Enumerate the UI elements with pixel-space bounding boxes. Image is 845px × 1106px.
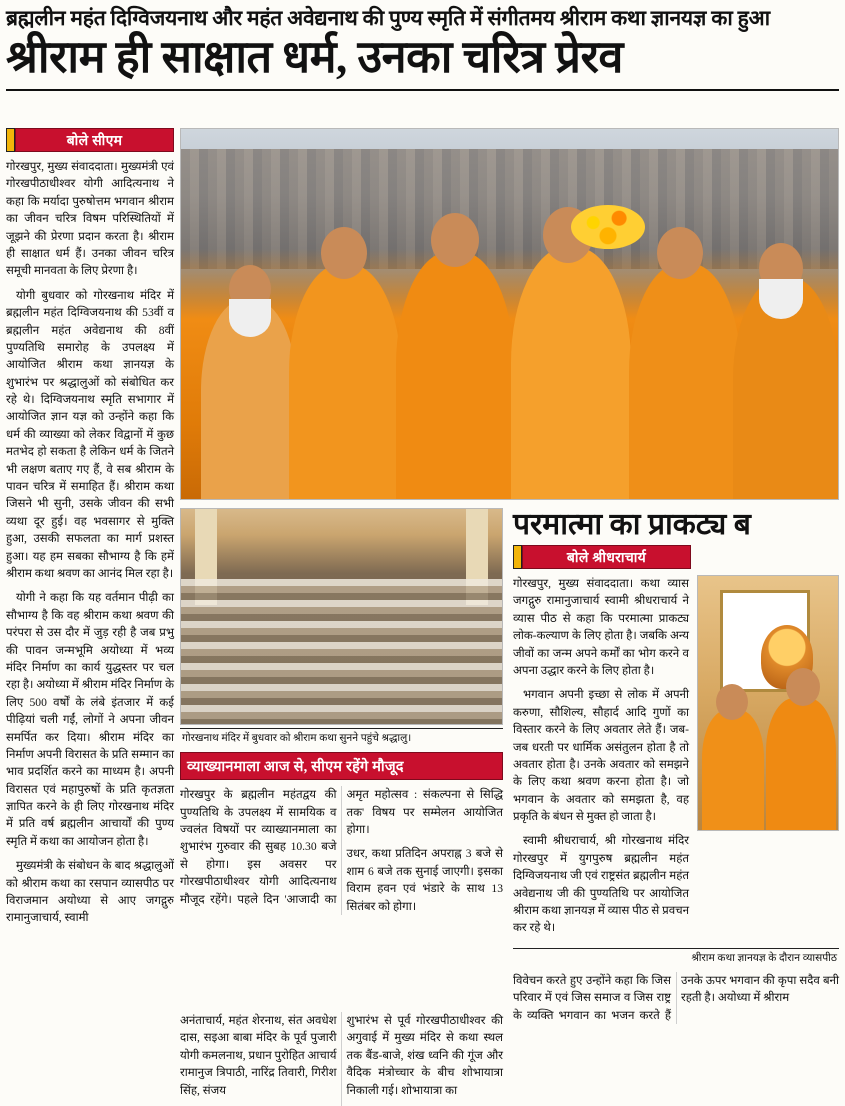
middle-column-body (180, 786, 503, 915)
photo-figure (511, 247, 631, 499)
middle-column-continued (180, 1012, 503, 1106)
paragraph: अनंताचार्य, महंत शेरनाथ, संत अवधेश दास, सइआ बाबा मंदिर के पूर्व पुजारी योगी कमलनाथ, प्रधान पुरोहित आचार्य रामानुज त्रिपाठी, नारिंद्र तिवारी, गिरीश सिंह, संजय (180, 1014, 337, 1097)
tag-accent-bar (6, 128, 15, 152)
hall-photo (180, 508, 503, 725)
cm-tag (6, 128, 174, 152)
photo-figure (629, 263, 741, 499)
photo-face (657, 227, 703, 279)
paragraph: गोरखपुर के ब्रह्मलीन महंतद्वय की पुण्यतिथि के उपलक्ष्य में सामयिक व ज्वलंत विषयों पर व्याख्यानमाला का शुभारंभ गुरुवार की सुबह 10.30 बजे से होगा। इस अवसर पर गोरखपीठाधीश्वर योगी आदित्यनाथ मौजूद रहेंगे। पहले दिन 'आजादी का अमृत महोत्सव : संकल्पना से सिद्धि तक' विषय पर सम्मेलन आयोजित होगा। (180, 788, 503, 906)
right-column-flow (513, 575, 839, 944)
photo-audience (181, 579, 502, 724)
shridharacharya-tag (513, 545, 691, 569)
left-column-body (6, 158, 174, 927)
photo-beard (759, 279, 803, 319)
photo-figure (766, 698, 836, 830)
middle-column (180, 128, 503, 1097)
vyaspeeth-photo-caption: श्रीराम कथा ज्ञानयज्ञ के दौरान व्यासपीठ (513, 948, 839, 966)
photo-figure (702, 710, 764, 830)
article-grid (0, 128, 845, 1097)
right-column (513, 508, 839, 1022)
paragraph: गोरखपुर, मुख्य संवाददाता। कथा व्यास जगद्गुरु रामानुजाचार्य स्वामी श्रीधराचार्य ने व्यास पीठ से कहा कि परमात्मा प्राकट्य लोक-कल्याण के लिए होता है। जबकि अन्य जीवों का जन्म अपने कर्मों का भोग करने व अपना उद्धार करने के लिए होता है। (513, 577, 689, 677)
vyaspeeth-photo (697, 575, 839, 831)
left-column (6, 128, 174, 960)
right-column-continued (513, 972, 839, 1024)
lecture-series-subhead: व्याख्यानमाला आज से, सीएम रहेंगे मौजूद (180, 752, 503, 780)
right-column-body (513, 575, 689, 944)
paragraph: गोरखपुर, मुख्य संवाददाता। मुख्यमंत्री एवं गोरखपीठाधीश्वर योगी आदित्यनाथ ने कहा कि मर्यादा पुरुषोत्तम भगवान श्रीराम का जीवन चरित्र विषम परिस्थितियों में जूझने की प्रेरणा प्रदान करता है। श्रीराम ही साक्षात धर्म हैं। उनका जीवन चरित्र समूची मानवता के लिए प्रेरणा है। (6, 160, 174, 278)
photo-face (716, 684, 748, 720)
tag-accent-bar (513, 545, 522, 569)
paragraph: उधर, कथा प्रतिदिन अपराह्न 3 बजे से शाम 6 बजे तक सुनाई जाएगी। इसका विराम हवन एवं भंडारे के साथ 13 सितंबर को होगा। (346, 847, 503, 913)
main-headline: श्रीराम ही साक्षात धर्म, उनका चरित्र प्रेरव (6, 32, 623, 83)
paragraph: भगवान अपनी इच्छा से लोक में अपनी करुणा, सौशिल्य, सौहार्द आदि गुणों का विस्तार करने के लिए अवतार लेते हैं। जब-जब धरती पर धार्मिक असंतुलन होता है तो अवतार होता है। उनके अवतार को समझने के लिए कथा श्रवण करना होता है। जो भगवान के अवतार को समझता है, वह प्रकृति के बंधन से मुक्त हो जाता है। (513, 688, 689, 824)
paragraph: शुभारंभ से पूर्व गोरखपीठाधीश्वर की अगुवाई में मुख्य मंदिर से कथा स्थल तक बैंड-बाजे, शंख ध्वनि की गूंज और वैदिक मंत्रोच्चार के बीच शोभायात्रा निकाली गई। शोभायात्रा का (346, 1014, 503, 1097)
hall-photo-caption: गोरखनाथ मंदिर में बुधवार को श्रीराम कथा सुनने पहुंचे श्रद्धालु। (180, 728, 503, 746)
paragraph: स्वामी श्रीधराचार्य, श्री गोरखनाथ मंदिर गोरखपुर में युगपुरुष ब्रह्मलीन महंत दिग्विजयनाथ जी एवं राष्ट्रसंत ब्रह्मलीन महंत अवेद्यनाथ जी की पुण्यतिथि पर आयोजित श्रीराम कथा ज्ञानयज्ञ में व्यास पीठ से प्रवचन कर रहे थे। (513, 834, 689, 935)
shridharacharya-tag-label: बोले श्रीधराचार्य (522, 545, 691, 569)
paragraph: विवेचन करते हुए उन्होंने कहा कि जिस परिवार में एवं जिस समाज व जिस राष्ट्र के व्यक्ति भगवान का भजन करते हैं उनके ऊपर भगवान की कृपा सदैव बनी रहती है। अयोध्या में श्रीराम (513, 973, 839, 1022)
kicker-line: ब्रह्मलीन महंत दिग्विजयनाथ और महंत अवेद्यनाथ की पुण्य स्मृति में संगीतमय श्रीराम कथा ज्ञानयज्ञ का हुआ (6, 6, 770, 30)
headline-rule (6, 89, 839, 91)
secondary-headline: परमात्मा का प्राकट्य ब (513, 508, 751, 541)
photo-face (786, 668, 820, 706)
cm-tag-label: बोले सीएम (15, 128, 174, 152)
photo-garland (571, 205, 645, 249)
paragraph: मुख्यमंत्री के संबोधन के बाद श्रद्धालुओं को श्रीराम कथा का रसपान व्यासपीठ पर विराजमान अयोध्या से आए जगद्गुरु रामानुजाचार्य, स्वामी (6, 859, 174, 925)
paragraph: योगी बुधवार को गोरखनाथ मंदिर में ब्रह्मलीन महंत दिग्विजयनाथ की 53वीं व ब्रह्मलीन महंत अवेद्यनाथ की 8वीं पुण्यतिथि समारोह के उपलक्ष्य में आयोजित श्रीराम कथा ज्ञानयज्ञ के शुभारंभ पर श्रद्धालुओं को संबोधित कर रहे थे। दिग्विजयनाथ स्मृति सभागार में आयोजित ज्ञान यज्ञ को उन्होंने कहा कि धर्म की व्याख्या को लेकर विद्वानों में कुछ मतभेद हो सकता है लेकिन धर्म के जितने भी लक्षण बताए गए हैं, वे सब श्रीराम के पावन चरित्र में समाहित हैं। श्रीराम कथा जिसने भी सुनी, उसके जीवन की सभी व्यथा दूर हुई। वह भवसागर से मुक्ति हुआ, उसकी सफलता का मार्ग प्रशस्त हुआ। यह हम सबका सौभाग्य है कि हमें श्रीराम कथा श्रवण का आनंद मिल रहा है। (6, 288, 174, 580)
paragraph: योगी ने कहा कि यह वर्तमान पीढ़ी का सौभाग्य है कि वह श्रीराम कथा श्रवण की परंपरा से उस दौर में जुड़ रही है जब प्रभु की पावन जन्मभूमि अयोध्या में भव्य मंदिर निर्माण का कार्य युद्धस्तर पर चल रहा है। अयोध्या में श्रीराम मंदिर निर्माण के लिए 500 वर्षों के लंबे इंतजार में कई पीढ़ियां चली गईं, लोगों ने अपना जीवन समर्पित कर दिया। श्रीराम मंदिर का निर्माण अपनी विरासत के प्रति सम्मान का भाव प्रदर्शित करने का माध्यम है। अपनी विरासत एवं महापुरुषों के प्रति कृतज्ञता ज्ञापित करने के ही लिए गोरखनाथ मंदिर में प्रति वर्ष ब्रह्मलीन आचार्यों की पुण्य स्मृति में कथा का आयोजन होता है। (6, 591, 174, 848)
